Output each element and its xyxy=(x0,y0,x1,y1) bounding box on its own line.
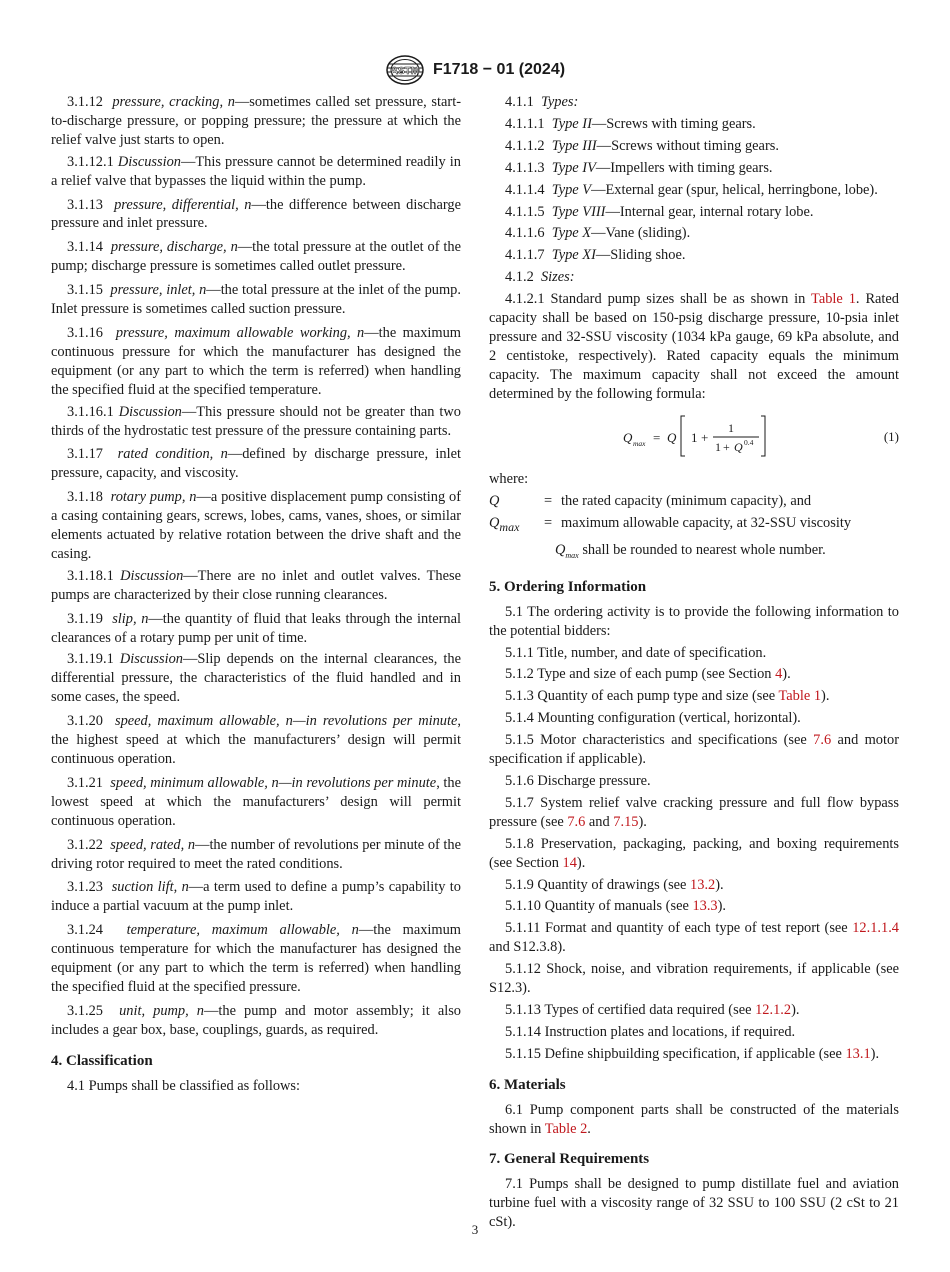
def-text: the rated capacity (minimum capacity), and xyxy=(561,492,812,509)
para-7-1: 7.1 Pumps shall be designed to pump distillate fuel and aviation turbine fuel with a viscosity range of 32 SSU to 100 SSU (2 cSt to 21 cSt). xyxy=(489,1176,899,1231)
def-3-1-12-1: 3.1.12.1 Discussion—This pressure cannot be determined readily in a relief valve that bypasses the liquid within the pump. xyxy=(51,153,461,189)
def-3-1-14: 3.1.14 pressure, discharge, n—the total pressure at the outlet of the pump; discharge pressure is sometimes called outlet pressure. xyxy=(51,239,461,275)
def-3-1-13: 3.1.13 pressure, differential, n—the difference between discharge pressure and inlet pressure. xyxy=(51,196,461,232)
para-4-1-2: 4.1.2 Sizes: xyxy=(505,269,575,286)
def-symbol: $Q_{max}$ xyxy=(489,515,520,535)
para-4-1-1-3: 4.1.1.3 Type IV—Impellers with timing gears. xyxy=(505,159,773,176)
para-5-1-11: 5.1.11 Format and quantity of each type of test report (see 12.1.1.4 and S12.3.8). xyxy=(489,920,899,956)
left-column xyxy=(51,93,461,1099)
para-5-1-9: 5.1.9 Quantity of drawings (see 13.2). xyxy=(505,876,724,893)
para-4-1-1: 4.1.1 Types: xyxy=(505,94,579,110)
qmax-rounding-note: $Q_{max}$ shall be rounded to nearest whole number. xyxy=(555,542,826,560)
page-number: 3 xyxy=(471,1222,479,1237)
link-7-6[interactable]: 7.6 xyxy=(813,732,832,749)
section-7-heading: 7. General Requirements xyxy=(489,1151,650,1168)
section-5-heading: 5. Ordering Information xyxy=(489,578,647,595)
eq-exponent: 0.4 xyxy=(744,437,754,447)
def-3-1-23: 3.1.23 suction lift, n—a term used to define a pump’s capability to induce a partial vacuum at the pump inlet. xyxy=(51,879,461,915)
equation-1 xyxy=(489,410,899,462)
link-13-1[interactable]: 13.1 xyxy=(845,1045,871,1062)
para-5-1-5: 5.1.5 Motor characteristics and specifications (see 7.6 and motor specification if applicable). xyxy=(489,732,899,768)
para-5-1-15: 5.1.15 Define shipbuilding specification, if applicable (see 13.1). xyxy=(505,1045,880,1062)
def-3-1-15: 3.1.15 pressure, inlet, n—the total pressure at the inlet of the pump. Inlet pressure is sometimes called suction pressure. xyxy=(51,282,461,318)
def-3-1-17: 3.1.17 rated condition, n—defined by discharge pressure, inlet pressure, capacity, and viscosity. xyxy=(51,446,461,482)
para-4-1-1-2: 4.1.1.2 Type III—Screws without timing gears. xyxy=(505,137,779,154)
eq-numerator: 1 xyxy=(728,420,734,435)
def-3-1-16-1: 3.1.16.1 Discussion—This pressure should not be greater than two thirds of the hydrostatic test pressure of the pressure containing parts. xyxy=(51,403,461,439)
section-6-heading: 6. Materials xyxy=(489,1076,566,1093)
page-header xyxy=(0,55,950,85)
link-7-15[interactable]: 7.15 xyxy=(613,813,639,830)
link-table-1[interactable]: Table 1 xyxy=(778,688,822,705)
eq-q: Q xyxy=(667,429,677,445)
para-4-1: 4.1 Pumps shall be classified as follows: xyxy=(67,1077,301,1094)
designation: F1718 − 01 (2024) xyxy=(432,61,566,78)
link-12-1-1-4[interactable]: 12.1.1.4 xyxy=(852,920,899,937)
para-5-1-14: 5.1.14 Instruction plates and locations, if required. xyxy=(505,1023,796,1040)
link-12-1-2[interactable]: 12.1.2 xyxy=(755,1001,792,1018)
link-7-6[interactable]: 7.6 xyxy=(567,813,586,830)
eq-plus: + xyxy=(701,429,709,445)
def-3-1-16: 3.1.16 pressure, maximum allowable working, n—the maximum continuous pressure for which the manufacturer has designed the equipment (or any part to which the term is referred) when handling the specified fluid at the specified temperature. xyxy=(51,324,461,398)
def-3-1-24: 3.1.24 temperature, maximum allowable, n—the maximum continuous temperature for which the manufacturer has designed the equipment (or any part to which the term is referred) when handling the specified fluid at the specified pressure. xyxy=(51,922,461,995)
link-13-3[interactable]: 13.3 xyxy=(692,898,718,915)
eq-one: 1 xyxy=(691,429,698,445)
para-5-1-8: 5.1.8 Preservation, packaging, packing, and boxing requirements (see Section 14). xyxy=(489,835,899,871)
para-5-1-10: 5.1.10 Quantity of manuals (see 13.3). xyxy=(505,898,727,915)
def-3-1-25: 3.1.25 unit, pump, n—the pump and motor assembly; it also includes a gear box, base, couplings, guards, as required. xyxy=(51,1002,461,1038)
para-4-1-2-1: 4.1.2.1 Standard pump sizes shall be as shown in Table 1. Rated capacity shall be based on 150-psig discharge pressure, 10-psia inlet pressure and 32-SSU viscosity (1034 kPa gauge, 69 kPa absolute, and 2 centistoke, respectively). Rated capacity equals the minimum capacity. The maximum capacity shall not exceed the amount determined by the following formula: xyxy=(489,291,900,402)
logo-text: ASTM xyxy=(390,66,420,77)
def-3-1-21: 3.1.21 speed, minimum allowable, n—in revolutions per minute, the lowest speed at which the manufacturers’ design will permit continuous operation. xyxy=(51,774,462,829)
section-4-heading: 4. Classification xyxy=(51,1052,153,1069)
def-equals: = xyxy=(543,515,553,532)
para-5-1: 5.1 The ordering activity is to provide the following information to the potential bidders: xyxy=(489,603,899,639)
link-section-14[interactable]: 14 xyxy=(562,854,577,871)
eq-lhs-sub: max xyxy=(633,438,646,448)
eq-equals: = xyxy=(653,429,661,445)
def-equals: = xyxy=(543,492,553,509)
where-definitions xyxy=(489,492,899,538)
para-5-1-13: 5.1.13 Types of certified data required (see 12.1.2). xyxy=(505,1001,800,1018)
def-3-1-22: 3.1.22 speed, rated, n—the number of revolutions per minute of the driving rotor required to meet the rated conditions. xyxy=(51,836,462,872)
eq-left-bracket xyxy=(681,416,685,456)
link-table-1[interactable]: Table 1 xyxy=(811,291,856,308)
equation-number: (1) xyxy=(883,428,899,444)
def-3-1-12: 3.1.12 pressure, cracking, n—sometimes called set pressure, start-to-discharge pressure, or popping pressure; the pressure at which the relief valve just starts to open. xyxy=(51,94,461,148)
def-3-1-19-1: 3.1.19.1 Discussion—Slip depends on the internal clearances, the differential pressure, the characteristics of the fluid handled and in some cases, the speed. xyxy=(51,651,461,706)
eq-den-q: Q xyxy=(734,439,743,454)
para-4-1-1-5: 4.1.1.5 Type VIII—Internal gear, internal rotary lobe. xyxy=(505,203,814,220)
para-5-1-1: 5.1.1 Title, number, and date of specification. xyxy=(505,644,767,661)
link-section-4[interactable]: 4 xyxy=(775,666,783,683)
para-4-1-1-6: 4.1.1.6 Type X—Vane (sliding). xyxy=(505,225,691,242)
equation-formula xyxy=(619,410,769,462)
para-5-1-7: 5.1.7 System relief valve cracking pressure and full flow bypass pressure (see 7.6 and 7.15). xyxy=(489,794,899,830)
link-13-2[interactable]: 13.2 xyxy=(690,876,716,893)
link-table-2[interactable]: Table 2 xyxy=(544,1120,588,1137)
right-column xyxy=(489,93,899,1235)
def-text: maximum allowable capacity, at 32-SSU viscosity xyxy=(561,515,852,532)
astm-logo-icon xyxy=(385,55,425,85)
para-5-1-4: 5.1.4 Mounting configuration (vertical, horizontal). xyxy=(505,710,801,727)
def-3-1-18-1: 3.1.18.1 Discussion—There are no inlet and outlet valves. These pumps are characterized by their close running clearances. xyxy=(51,567,461,603)
eq-den-plus: + xyxy=(723,439,730,454)
def-3-1-18: 3.1.18 rotary pump, n—a positive displacement pump consisting of a casing containing gears, screws, lobes, cams, vanes, shoes, or similar elements actuated by relative rotation between the drive shaft and the casing. xyxy=(51,489,461,562)
para-6-1: 6.1 Pump component parts shall be constructed of the materials shown in Table 2. xyxy=(489,1101,899,1137)
definition-row xyxy=(489,514,899,537)
def-symbol: Q xyxy=(489,492,500,509)
eq-den-one: 1 xyxy=(715,439,721,454)
para-5-1-3: 5.1.3 Quantity of each pump type and size (see Table 1). xyxy=(505,688,830,705)
para-4-1-1-7: 4.1.1.7 Type XI—Sliding shoe. xyxy=(505,247,686,264)
para-5-1-6: 5.1.6 Discharge pressure. xyxy=(505,773,651,789)
eq-lhs: Q xyxy=(623,429,633,445)
para-5-1-2: 5.1.2 Type and size of each pump (see Section 4). xyxy=(505,666,791,683)
eq-right-bracket xyxy=(761,416,765,456)
para-5-1-12: 5.1.12 Shock, noise, and vibration requirements, if applicable (see S12.3). xyxy=(489,961,899,997)
def-3-1-20: 3.1.20 speed, maximum allowable, n—in revolutions per minute, the highest speed at which the manufacturers’ design will permit continuous operation. xyxy=(51,713,461,767)
para-4-1-1-1: 4.1.1.1 Type II—Screws with timing gears. xyxy=(505,115,756,132)
definition-row xyxy=(489,492,899,515)
para-4-1-1-4: 4.1.1.4 Type V—External gear (spur, helical, herringbone, lobe). xyxy=(505,181,878,198)
def-3-1-19: 3.1.19 slip, n—the quantity of fluid that leaks through the internal clearances of a rotary pump per unit of time. xyxy=(51,610,462,646)
where-label: where: xyxy=(489,470,529,487)
